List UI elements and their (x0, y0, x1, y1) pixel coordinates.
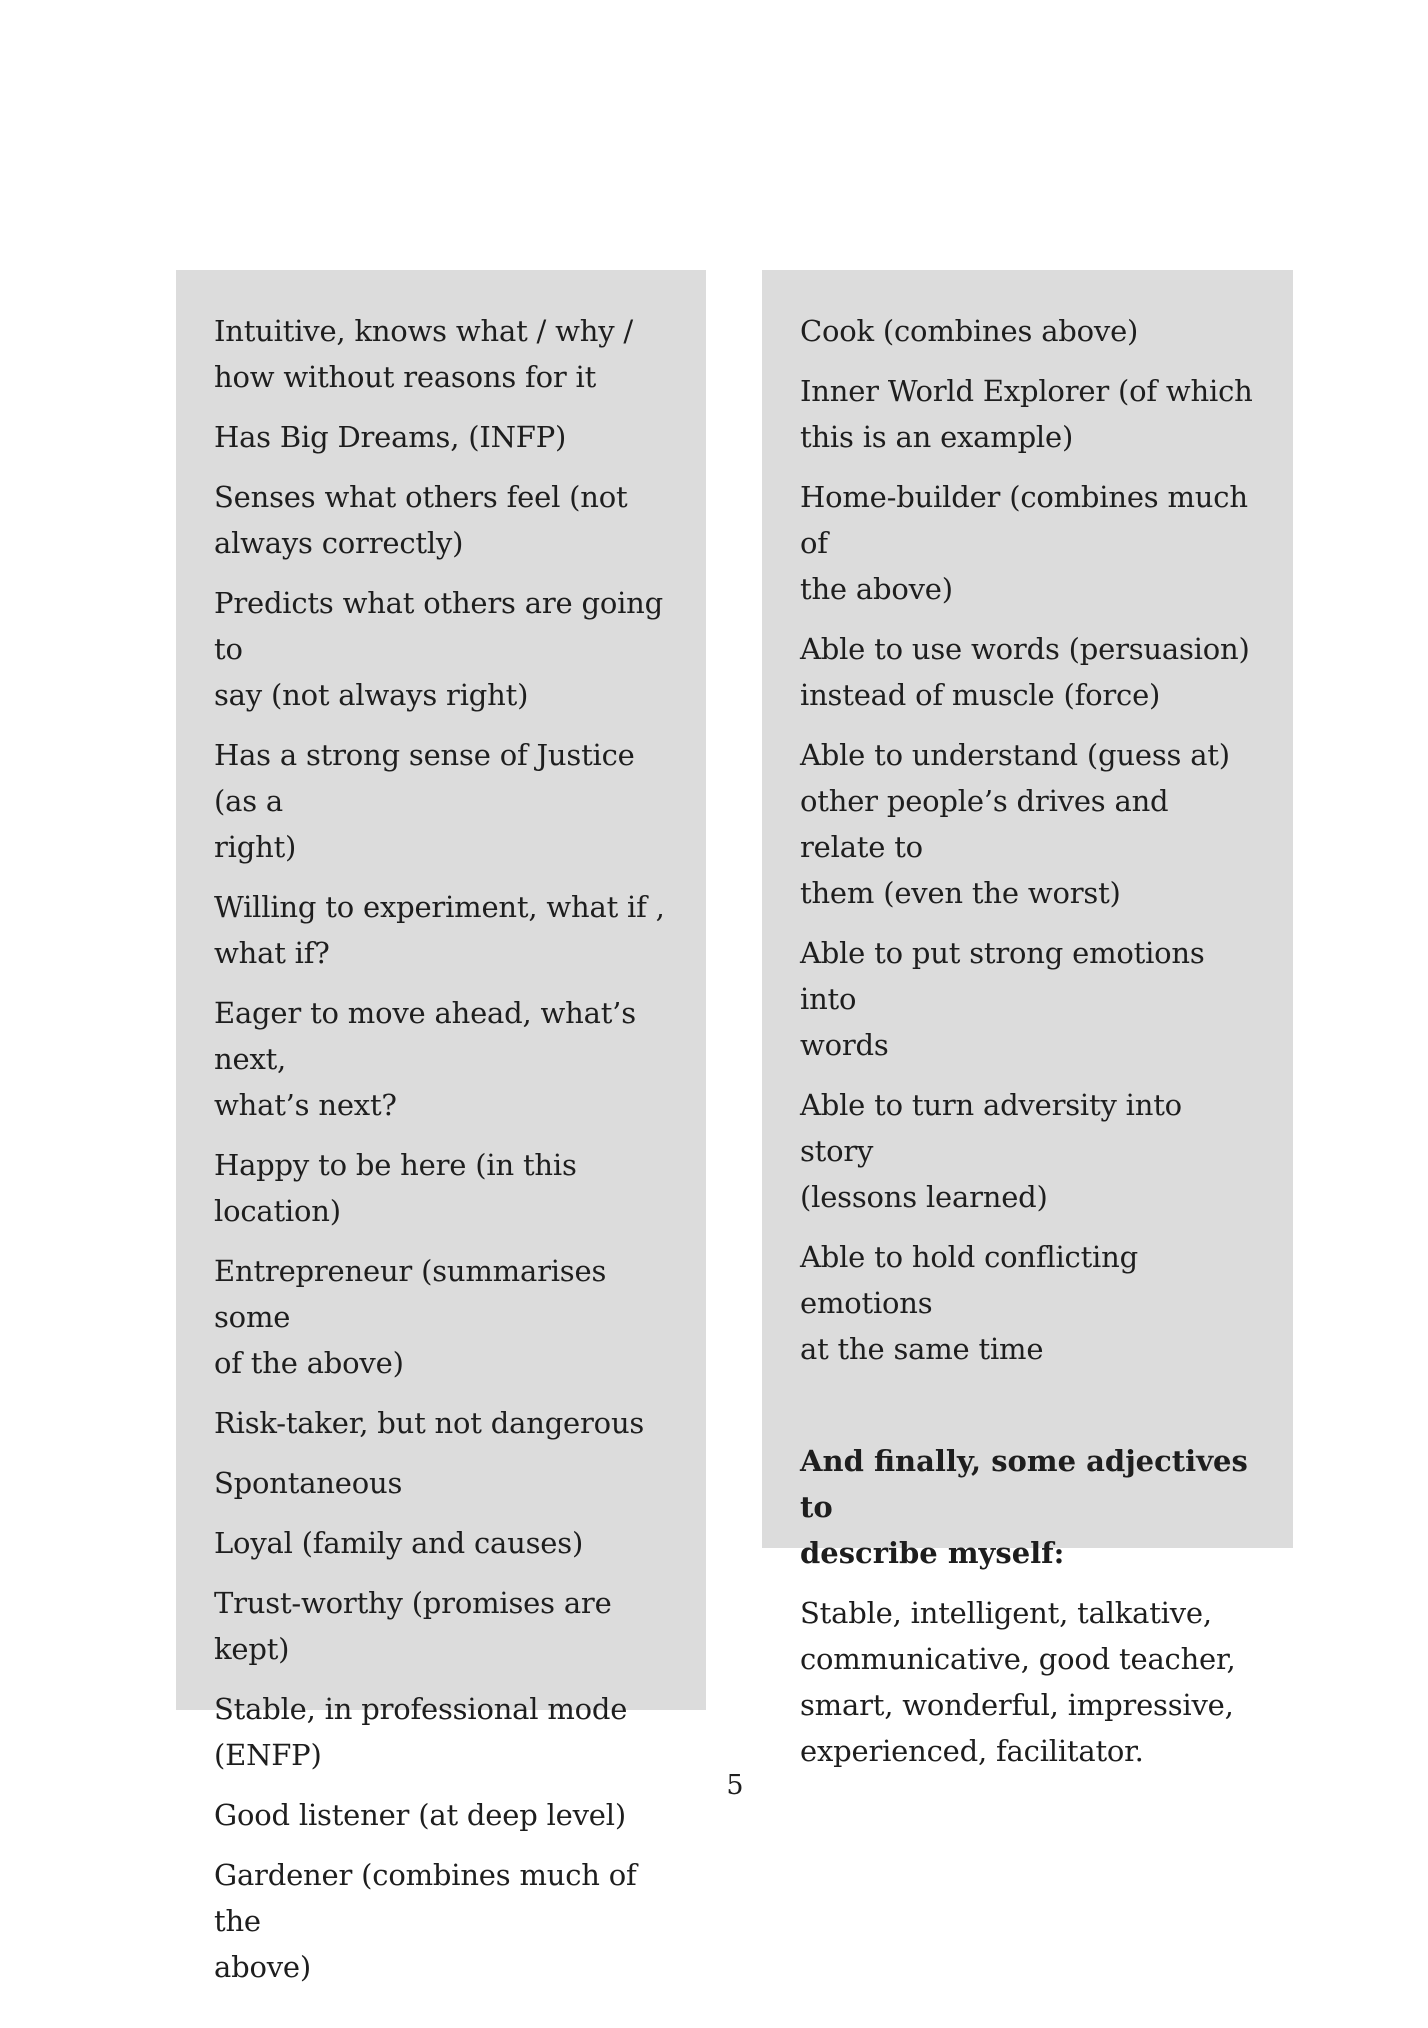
adjectives-text: Stable, intelligent, talkative, communicative, good teacher, smart, wonderful, impressive, experienced, facilitator. (800, 1596, 1236, 1768)
left-traits-panel (176, 270, 706, 1984)
page-number: 5 (726, 1770, 744, 1801)
trait-item: Good listener (at deep level) (214, 1798, 626, 1832)
trait-item: Home-builder (combines much of the above) (800, 480, 1248, 606)
trait-item: Willing to experiment, what if , what if? (214, 890, 665, 970)
adjectives-heading: And finally, some adjectives to describe myself: (800, 1444, 1248, 1570)
trait-item: Able to hold conflicting emotions at the same time (800, 1240, 1138, 1366)
trait-item: Predicts what others are going to say (not always right) (214, 586, 664, 712)
trait-item: Eager to move ahead, what’s next, what’s next? (214, 996, 636, 1122)
trait-item: Able to use words (persuasion) instead of muscle (force) (800, 632, 1250, 712)
trait-item: Intuitive, knows what / why / how without reasons for it (214, 314, 634, 394)
trait-item: Inner World Explorer (of which this is an example) (800, 374, 1253, 454)
trait-item: Cook (combines above) (800, 314, 1139, 348)
trait-item: Gardener (combines much of the above) (214, 1858, 637, 1984)
trait-item: Able to put strong emotions into words (800, 936, 1205, 1062)
trait-item: Stable, in professional mode (ENFP) (214, 1692, 628, 1772)
trait-item: Able to turn adversity into story (lessons learned) (800, 1088, 1182, 1214)
trait-item: Happy to be here (in this location) (214, 1148, 577, 1228)
trait-item: Risk-taker, but not dangerous (214, 1406, 645, 1440)
trait-item: Entrepreneur (summarises some of the above) (214, 1254, 607, 1380)
trait-item: Spontaneous (214, 1466, 403, 1500)
trait-item: Has a strong sense of Justice (as a right) (214, 738, 635, 864)
trait-item: Loyal (family and causes) (214, 1526, 584, 1560)
right-traits-panel (762, 270, 1293, 1768)
trait-item: Trust-worthy (promises are kept) (214, 1586, 612, 1666)
trait-item: Senses what others feel (not always correctly) (214, 480, 628, 560)
trait-item: Has Big Dreams, (INFP) (214, 420, 567, 454)
trait-item: Able to understand (guess at) other people’s drives and relate to them (even the worst) (800, 738, 1230, 910)
